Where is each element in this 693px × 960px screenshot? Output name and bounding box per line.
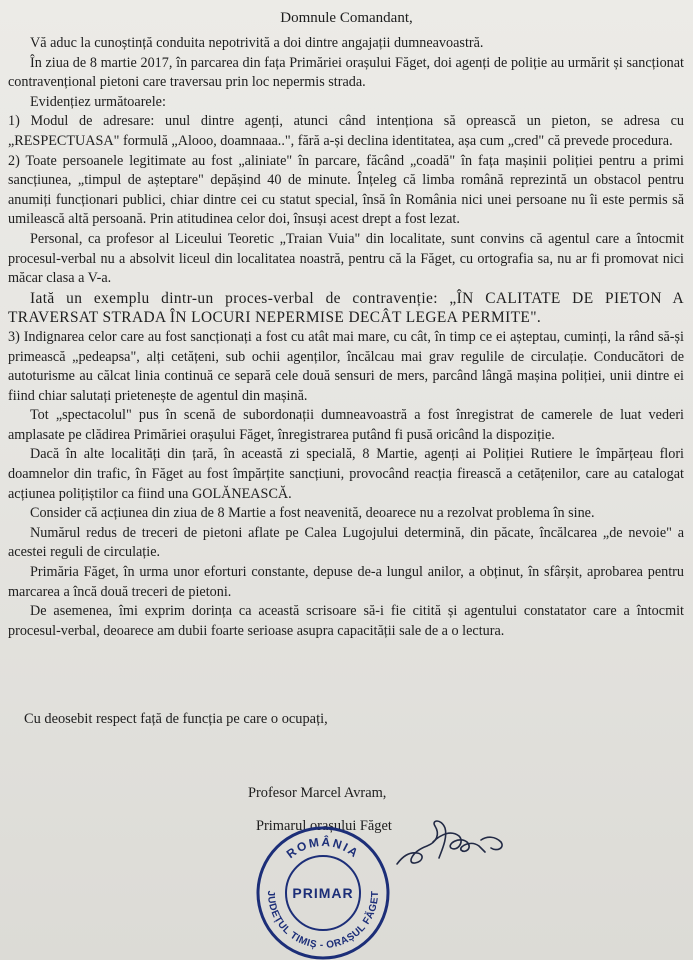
paragraph-conclusion: Consider că acțiunea din ziua de 8 Martie a fost neavenită, deoarece nu a rezolvat problema în sine. [30, 505, 595, 522]
paragraph-intro: Vă aduc la cunoștință conduita nepotrivită a doi dintre angajații dumneavoastră. [30, 35, 484, 51]
signatory-name: Profesor Marcel Avram, [248, 785, 387, 801]
paragraph-other-towns: Dacă în alte localități din țară, în această zi specială, 8 Martie, agenți ai Poliției Rutiere le împărțeau flori doamnelor din trafic, în Făget au fost împărțite sancțiuni, provocând reacția firească a cetățenilor, care au catalogat acțiunea polițiștilor ca fiind una GOLĂNEASCĂ. [8, 446, 684, 502]
paragraph-incident: În ziua de 8 martie 2017, în parcarea din fața Primăriei orașului Făget, doi agenți de poliție au urmărit și sancționat contravențional pietoni care traversau prin loc nepermis strada. [8, 54, 684, 91]
paragraph-crossings: Numărul redus de treceri de pietoni aflate pe Calea Lugojului determină, din păcate, încălcarea „de nevoie" a acestei reguli de circulație. [8, 524, 684, 561]
stamp-bottom-text: JUDEȚUL TIMIȘ - ORAȘUL FĂGET [264, 890, 382, 952]
handwritten-signature [393, 812, 508, 872]
paragraph-point-2: 2) Toate persoanele legitimate au fost „aliniate" în parcare, făcând „coadă" în fața mașinii poliției pentru a primi sancțiunea, „timpul de așteptare" depășind 40 de minute. Înțeleg că limba română reprezintă un obstacol pentru anumiți funcționari publici, chiar dintre cei cu statut special, însă în România nici unei persoane nu îi este permis să umilească altă persoană. Prin atitudinea celor doi, însuși acest drept a fost lezat. [8, 152, 684, 228]
paragraph-point-3: 3) Indignarea celor care au fost sancționați a fost cu atât mai mare, cu cât, în timp ce ei așteptau, cuminți, la rând să-și primească „pedeapsa", alți cetățeni, sub ochii agenților, încălcau mai grav regulile de circulație. Conducători de autoturisme au călcat linia continuă ce separă cele două sensuri de mers, parcând lângă mașina poliției, unii dintre ei fiind chiar salutați prietenește de agentul din mașină. [8, 328, 684, 404]
letter-body [8, 34, 684, 641]
paragraph-request: De asemenea, îmi exprim dorința ca această scrisoare să-i fie citită și agentului constatator care a întocmit procesul-verbal, deoarece am dubii foarte serioase asupra capacității sale de a o lectura. [8, 603, 684, 639]
official-stamp [252, 822, 394, 960]
stamp-center-text: PRIMAR [292, 885, 354, 901]
paragraph-example: Iată un exemplu dintr-un proces-verbal de contravenție: „ÎN CALITATE DE PIETON A TRAVERSAT STRADA ÎN LOCURI NEPERMISE DECÂT LEGEA PERMITE". [8, 289, 684, 327]
paragraph-point-1: 1) Modul de adresare: unul dintre agenți, atunci când intenționa să oprească un pieton, se adresa cu „RESPECTUASA" formulă „Alooo, doamnaaa..", fără a-și declina identitatea, așa cum „cred" că prevede procedura. [8, 113, 684, 149]
stamp-top-text: ROMÂNIA [283, 834, 363, 862]
letter-greeting: Domnule Comandant, [280, 10, 413, 26]
signatory-title: Primarul orașului Făget [256, 818, 392, 834]
paragraph-recording: Tot „spectacolul" pus în scenă de subordonații dumneavoastră a fost înregistrat de camerele de luat vederi amplasate pe clădirea Primăriei orașului Făget, înregistrarea putând fi pusă oricând la dispoziție. [8, 407, 684, 443]
paragraph-personal: Personal, ca profesor al Liceului Teoretic „Traian Vuia" din localitate, sunt convins că agentul care a întocmit procesul-verbal nu a absolvit liceul din localitatea noastră, pentru că la Făget, cu ortografia sa, nu ar fi promovat nici măcar clasa a V-a. [8, 230, 684, 287]
letter-closing: Cu deosebit respect față de funcția pe care o ocupați, [24, 711, 328, 727]
paragraph-highlights: Evidențiez următoarele: [30, 93, 166, 110]
paragraph-approval: Primăria Făget, în urma unor eforturi constante, depuse de-a lungul anilor, a obținut, în sfârșit, aprobarea pentru marcarea a încă două treceri de pietoni. [8, 564, 684, 600]
